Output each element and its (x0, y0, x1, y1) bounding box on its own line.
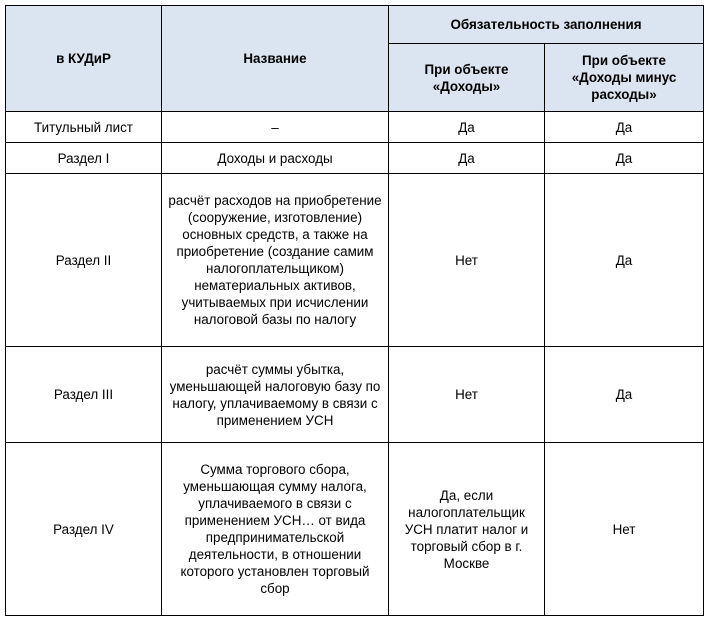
header-income-minus: При объекте «Доходы минус расходы» (545, 44, 704, 112)
income-cell: Да (389, 143, 545, 174)
section-cell: Раздел I (6, 143, 162, 174)
income-cell: Нет (389, 347, 545, 443)
table-row (6, 112, 704, 143)
section-cell: Раздел IV (6, 443, 162, 616)
name-cell: – (162, 112, 389, 143)
name-cell: Доходы и расходы (162, 143, 389, 174)
table-row (6, 174, 704, 347)
header-name: Название (162, 6, 389, 112)
income-minus-cell: Да (545, 347, 704, 443)
section-cell: Раздел III (6, 347, 162, 443)
header-income: При объекте «Доходы» (389, 44, 545, 112)
table-row (6, 143, 704, 174)
income-minus-cell: Да (545, 112, 704, 143)
income-cell: Да, если налогоплательщик УСН платит налог и торговый сбор в г. Москве (389, 443, 545, 616)
header-kudir: в КУДиР (6, 6, 162, 112)
name-cell: расчёт расходов на приобретение (сооружение, изготовление) основных средств, а также на приобретение (создание самим налогоплательщиком) нематериальных активов, учитываемых при исчислении налоговой базы по налогу (162, 174, 389, 347)
income-minus-cell: Да (545, 174, 704, 347)
table-row (6, 347, 704, 443)
section-cell: Титульный лист (6, 112, 162, 143)
income-cell: Да (389, 112, 545, 143)
name-cell: Сумма торгового сбора, уменьшающая сумму налога, уплачиваемого в связи с применением УСН… от вида предпринимательской деятельности, в отношении которого установлен торговый сбор (162, 443, 389, 616)
header-required: Обязательность заполнения (389, 6, 704, 44)
income-minus-cell: Нет (545, 443, 704, 616)
income-minus-cell: Да (545, 143, 704, 174)
section-cell: Раздел II (6, 174, 162, 347)
name-cell: расчёт суммы убытка, уменьшающей налоговую базу по налогу, уплачиваемому в связи с применением УСН (162, 347, 389, 443)
table-row (6, 443, 704, 616)
kudir-sections-table (5, 5, 704, 616)
income-cell: Нет (389, 174, 545, 347)
header-row (6, 6, 704, 44)
